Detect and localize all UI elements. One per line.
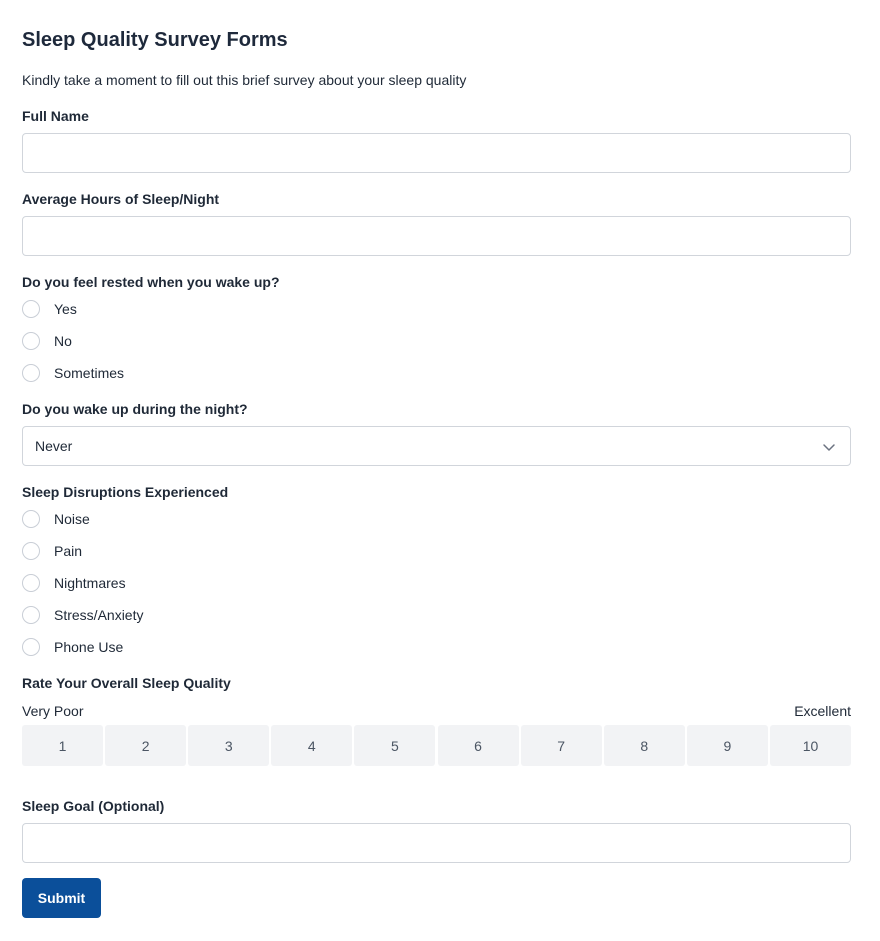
rested-option-sometimes[interactable] xyxy=(22,362,124,384)
rested-option-no[interactable] xyxy=(22,330,72,352)
radio-button[interactable] xyxy=(22,606,40,624)
rating-max-label: Excellent xyxy=(794,703,851,719)
rating-scale xyxy=(22,725,851,766)
rating-button-1[interactable]: 1 xyxy=(22,725,103,766)
rating-button-3[interactable]: 3 xyxy=(188,725,269,766)
radio-button[interactable] xyxy=(22,332,40,350)
disruption-option-nightmares[interactable] xyxy=(22,572,126,594)
rating-label: Rate Your Overall Sleep Quality xyxy=(22,675,231,691)
rating-min-label: Very Poor xyxy=(22,703,84,719)
rating-button-8[interactable]: 8 xyxy=(604,725,685,766)
disruption-option-pain[interactable] xyxy=(22,540,82,562)
radio-label: Pain xyxy=(54,543,83,559)
form-title: Sleep Quality Survey Forms xyxy=(22,29,288,51)
chevron-down-icon xyxy=(822,440,836,454)
rating-button-9[interactable]: 9 xyxy=(687,725,768,766)
radio-label: Noise xyxy=(54,511,90,527)
radio-label: Phone Use xyxy=(54,639,124,655)
radio-label: Stress/Anxiety xyxy=(54,607,144,623)
radio-label: Sometimes xyxy=(54,365,125,381)
full-name-input[interactable] xyxy=(22,133,851,173)
rating-button-10[interactable]: 10 xyxy=(770,725,851,766)
rating-button-4[interactable]: 4 xyxy=(271,725,352,766)
radio-label: Nightmares xyxy=(54,575,126,591)
rating-button-7[interactable]: 7 xyxy=(521,725,602,766)
sleep-goal-label: Sleep Goal (Optional) xyxy=(22,798,165,814)
rating-button-5[interactable]: 5 xyxy=(354,725,435,766)
rested-option-yes[interactable] xyxy=(22,298,77,320)
rating-button-6[interactable]: 6 xyxy=(438,725,519,766)
sleep-goal-input[interactable] xyxy=(22,823,851,863)
submit-button[interactable]: Submit xyxy=(22,878,101,918)
wake-night-selected-value: Never xyxy=(35,438,73,454)
avg-hours-input[interactable] xyxy=(22,216,851,256)
radio-label: Yes xyxy=(54,301,77,317)
radio-button[interactable] xyxy=(22,510,40,528)
form-subtitle: Kindly take a moment to fill out this brief survey about your sleep quality xyxy=(22,72,467,88)
radio-button[interactable] xyxy=(22,364,40,382)
wake-night-select[interactable] xyxy=(22,426,851,466)
full-name-label: Full Name xyxy=(22,108,89,124)
rested-label: Do you feel rested when you wake up? xyxy=(22,274,280,290)
radio-button[interactable] xyxy=(22,638,40,656)
wake-night-label: Do you wake up during the night? xyxy=(22,401,248,417)
disruption-option-phone[interactable] xyxy=(22,636,123,658)
rating-button-2[interactable]: 2 xyxy=(105,725,186,766)
radio-button[interactable] xyxy=(22,542,40,560)
disruption-option-stress[interactable] xyxy=(22,604,143,626)
disruption-option-noise[interactable] xyxy=(22,508,90,530)
disruptions-label: Sleep Disruptions Experienced xyxy=(22,484,229,500)
radio-label: No xyxy=(54,333,72,349)
radio-button[interactable] xyxy=(22,574,40,592)
radio-button[interactable] xyxy=(22,300,40,318)
avg-hours-label: Average Hours of Sleep/Night xyxy=(22,191,220,207)
